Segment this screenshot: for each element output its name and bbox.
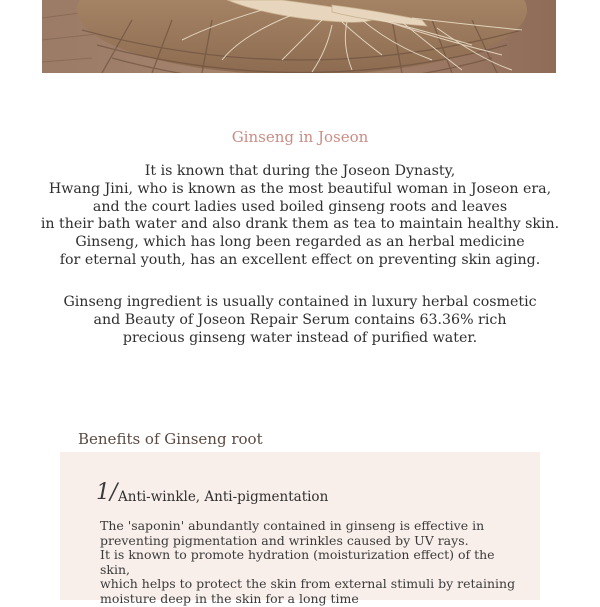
benefit-line: It is known to promote hydration (moisturization effect) of the skin, — [100, 547, 495, 577]
ingredient-line: precious ginseng water instead of purified water. — [122, 329, 478, 346]
intro-line: It is known that during the Joseon Dynasty, — [144, 163, 456, 179]
benefits-heading: Benefits of Ginseng root — [78, 430, 263, 448]
benefit-panel — [60, 452, 540, 606]
intro-line: in their bath water and also drank them as tea to maintain healthy skin. — [40, 216, 560, 233]
intro-line: Ginseng, which has long been regarded as an herbal medicine — [75, 234, 525, 251]
ginseng-hero-image — [42, 0, 556, 73]
ginseng-basket-photo — [42, 0, 556, 73]
benefit-line: which helps to protect the skin from external stimuli by retaining — [100, 576, 516, 592]
intro-line: for eternal youth, has an excellent effect on preventing skin aging. — [59, 251, 541, 268]
ingredient-line: Ginseng ingredient is usually contained in luxury herbal cosmetic — [63, 294, 537, 310]
ingredient-paragraph — [0, 294, 600, 347]
benefit-body — [100, 519, 520, 607]
benefit-line: The 'saponin' abundantly contained in ginseng is effective in — [100, 518, 485, 533]
intro-line: and the court ladies used boiled ginseng roots and leaves — [92, 198, 508, 215]
benefit-line: preventing pigmentation and wrinkles caused by UV rays. — [100, 532, 469, 548]
intro-paragraph — [0, 163, 600, 270]
benefit-title: Anti-winkle, Anti-pigmentation — [118, 489, 329, 505]
benefit-number: 1/ — [96, 480, 118, 505]
section-title: Ginseng in Joseon — [231, 128, 369, 146]
ingredient-line: and Beauty of Joseon Repair Serum contains 63.36% rich — [93, 311, 507, 328]
intro-line: Hwang Jini, who is known as the most beautiful woman in Joseon era, — [48, 180, 552, 197]
benefit-line: moisture deep in the skin for a long time — [100, 590, 359, 606]
